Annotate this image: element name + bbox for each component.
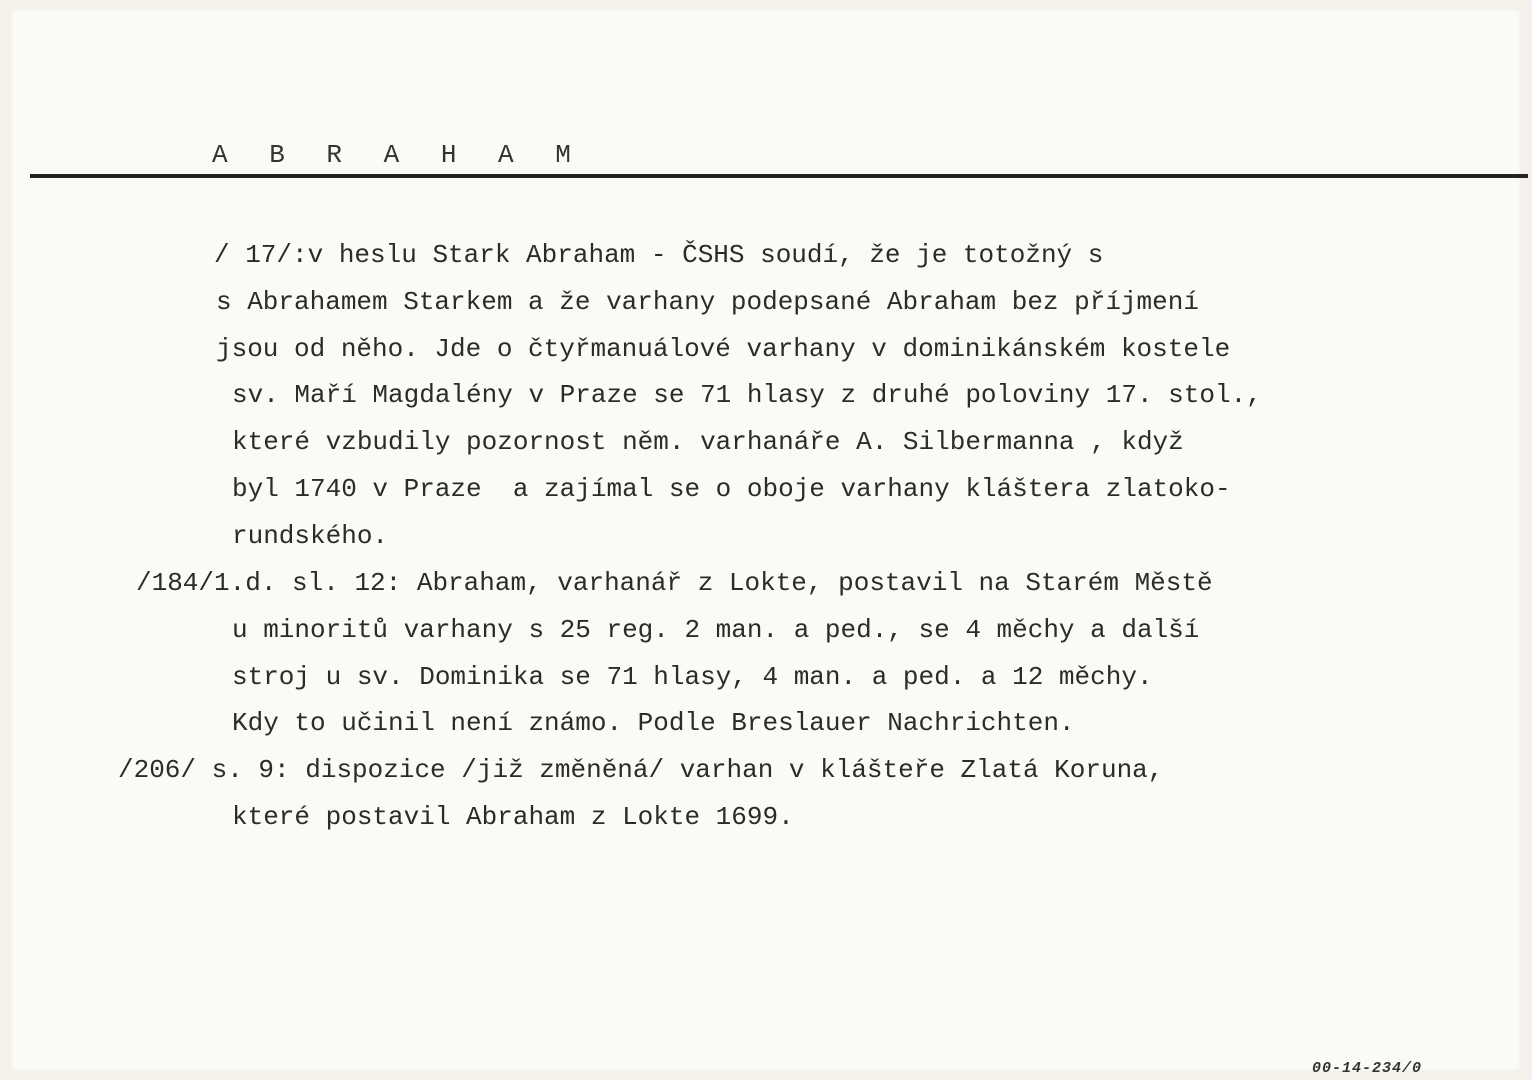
entry-3-ref: /206/: [118, 755, 197, 785]
heading-rule: [30, 174, 1528, 178]
entry-1-line-6: byl 1740 v Praze a zajímal se o oboje varhany kláštera zlatoko-: [232, 474, 1231, 504]
entry-2-line-3: stroj u sv. Dominika se 71 hlasy, 4 man. a ped. a 12 měchy.: [232, 662, 1153, 692]
archive-code: 00-14-234/0: [1312, 1060, 1423, 1077]
entry-1-line-4: sv. Maří Magdalény v Praze se 71 hlasy z druhé poloviny 17. stol.,: [232, 380, 1262, 410]
entry-1-line-2: s Abrahamem Starkem a že varhany podepsané Abraham bez příjmení: [216, 287, 1199, 317]
card-heading: A B R A H A M: [212, 140, 584, 170]
entry-1-ref: / 17/:: [214, 240, 308, 270]
entry-2-ref: /184/: [136, 568, 215, 598]
entry-2-line-1: /184/1.d. sl. 12: Abraham, varhanář z Lokte, postavil na Starém Městě: [136, 568, 1213, 598]
entry-2-line-4: Kdy to učinil není známo. Podle Breslauer Nachrichten.: [232, 708, 1075, 738]
entry-1-line-3: jsou od něho. Jde o čtyřmanuálové varhany v dominikánském kostele: [216, 334, 1231, 364]
entry-3-line-1: /206/ s. 9: dispozice /již změněná/ varhan v klášteře Zlatá Koruna,: [118, 755, 1164, 785]
entry-2-line-2: u minoritů varhany s 25 reg. 2 man. a ped., se 4 měchy a další: [232, 615, 1200, 645]
entry-1-line-5: které vzbudily pozornost něm. varhanáře A. Silbermanna , když: [232, 427, 1184, 457]
entry-3-line-2: které postavil Abraham z Lokte 1699.: [232, 802, 794, 832]
entry-1-line-1: / 17/:v heslu Stark Abraham - ČSHS soudí, že je totožný s: [214, 240, 1104, 270]
entry-1-line-7: rundského.: [232, 521, 389, 551]
